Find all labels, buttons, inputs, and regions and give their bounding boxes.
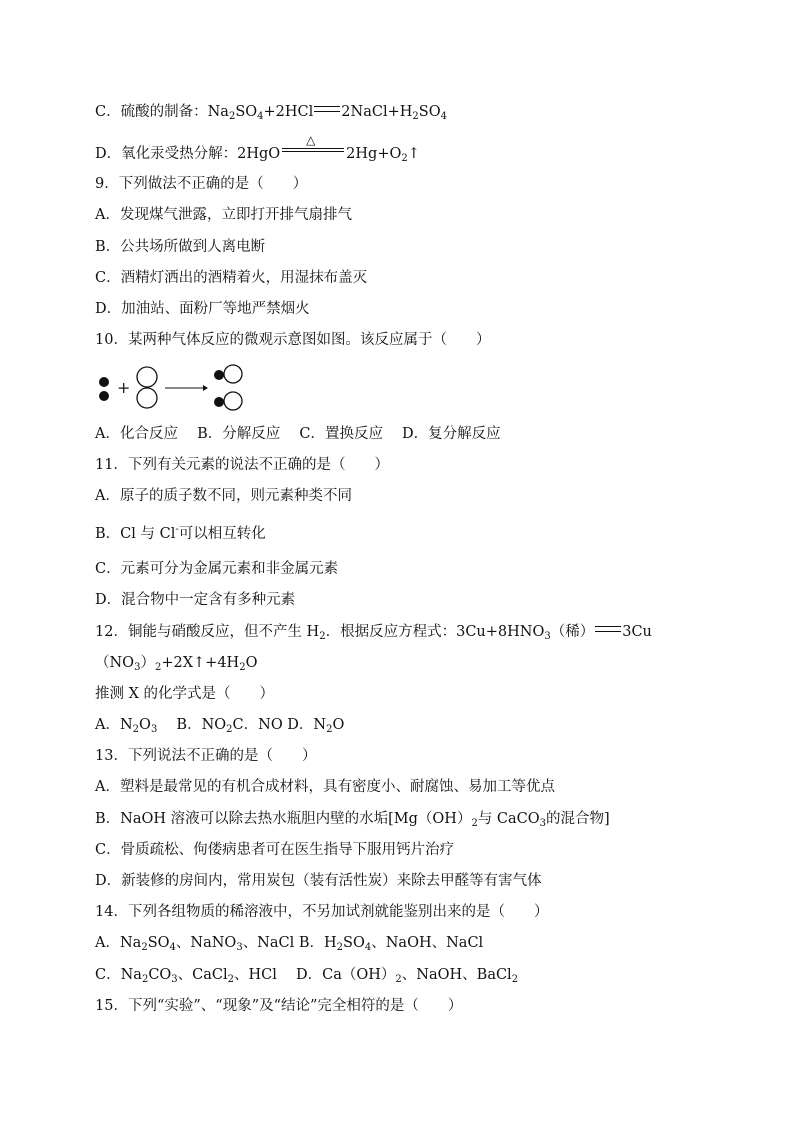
q14-stem: 14．下列各组物质的稀溶液中，不另加试剂就能鉴别出来的是（ ） [95,904,549,920]
q12-stem-line1: 12．铜能与硝酸反应，但不产生 $H_2$．根据反应方程式：$3Cu+8HNO_3$（稀） 3Cu [95,624,652,642]
q8-option-c [95,102,447,122]
q11-stem: 11．下列有关元素的说法不正确的是（ ） [95,457,389,473]
q13-option-b[interactable]: B．NaOH 溶液可以除去热水瓶胆内壁的水垢[$Mg(OH)_2$与 CaCO$_3$的混合物] [95,811,610,829]
q11-option-b-suffix: 可以相互转化 [178,526,266,542]
q8-option-d-label: D．氧化汞受热分解： [95,146,238,162]
q15-stem: 15．下列“实验”、“现象”及“结论”完全相符的是（ ） [95,998,463,1014]
white-atom-icon [224,392,242,410]
plus-icon: + [117,378,131,397]
q12-stem-dilute: （稀） [550,624,595,640]
q11-option-b-prefix: B．Cl 与 Cl [95,526,176,542]
q8-option-d [95,133,420,164]
q13-option-d[interactable]: D．新装修的房间内，常用炭包（装有活性炭）来除去甲醛等有害气体 [95,873,542,889]
q13-option-a[interactable]: A．塑料是最常见的有机合成材料，具有密度小、耐腐蚀、易加工等优点 [95,779,555,795]
heating-condition-sign [282,133,344,160]
q8-option-c-label: C．硫酸的制备： [95,104,208,120]
q9-stem: 9．下列做法不正确的是（ ） [95,176,308,192]
white-atom-icon [224,365,242,383]
delta-icon: △ [306,133,316,147]
q13-option-c[interactable]: C．骨质疏松、佝偻病患者可在医生指导下服用钙片治疗 [95,842,455,858]
q12-stem-mid: ．根据反应方程式：3Cu+8HNO [325,624,545,640]
white-atom-icon [137,367,157,387]
q14-options-cd[interactable]: C．$Na_2CO_3$、CaCl$_2$、HCl D．$Ca(OH)_2$、NaOH、BaCl$_2$ [95,967,519,985]
q12-stem-prefix: 12．铜能与硝酸反应，但不产生 H [95,624,320,640]
q12-options[interactable]: A．$N_2O_3$ B．$NO_2C$．NO D．$N_2O$ [95,717,345,735]
q8-option-d-equation: 2HgO △ $2Hg+O_2↑$ [237,146,420,162]
black-atom-icon [99,377,109,387]
q11-option-a[interactable]: A．原子的质子数不同，则元素种类不同 [95,488,352,504]
q8-option-c-equation: $Na_2SO_4+2HCl$ $2NaCl+H_2SO_4$ [207,104,447,122]
q12-stem-line2: $(NO_3)_2+2X↑+4H_2O$ [95,655,258,673]
q11-option-b[interactable] [95,524,266,544]
white-atom-icon [137,388,157,408]
arrow-head-icon [203,385,208,391]
chloride-charge: - [175,524,179,535]
q12-infer: 推测 X 的化学式是（ ） [95,686,275,702]
q10-stem: 10．某两种气体反应的微观示意图如图。该反应属于（ ） [95,332,491,348]
q11-option-c[interactable]: C．元素可分为金属元素和非金属元素 [95,561,339,577]
q14-options-ab[interactable]: A．$Na_2SO_4$、NaNO$_3$、NaCl B．$H_2SO_4$、NaOH、NaCl [95,935,484,953]
black-atom-icon [99,391,109,401]
black-atom-icon [214,397,224,407]
black-atom-icon [214,370,224,380]
q9-option-b[interactable]: B．公共场所做到人离电断 [95,239,266,255]
q10-options[interactable]: A．化合反应 B．分解反应 C．置换反应 D．复分解反应 [95,426,501,442]
q11-option-d[interactable]: D．混合物中一定含有多种元素 [95,592,296,608]
q9-option-d[interactable]: D．加油站、面粉厂等地严禁烟火 [95,301,310,317]
q13-stem: 13．下列说法不正确的是（ ） [95,748,317,764]
reaction-micro-diagram [95,362,265,414]
q9-option-a[interactable]: A．发现煤气泄露，立即打开排气扇排气 [95,207,352,223]
q9-option-c[interactable]: C．酒精灯洒出的酒精着火，用湿抹布盖灭 [95,270,368,286]
